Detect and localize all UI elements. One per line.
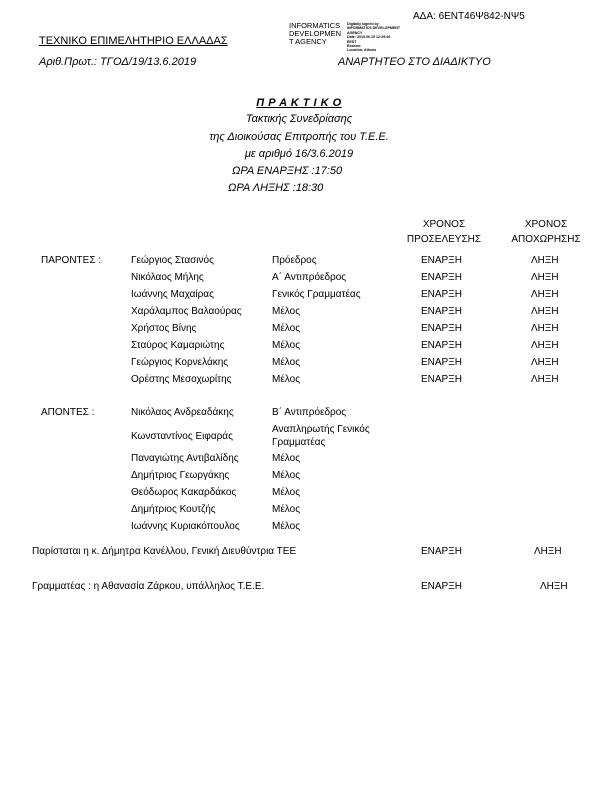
present-arrival: ΕΝΑΡΞΗ [421,374,462,385]
absent-role: Μέλος [272,487,301,498]
present-name: Σταύρος Καμαριώτης [131,340,225,351]
departure-header-1: ΧΡΟΝΟΣ [524,219,568,230]
present-role: Μέλος [272,323,301,334]
start-time: ΩΡΑ ΕΝΑΡΞΗΣ :17:50 [232,165,343,177]
stamp-tiny-text [347,22,400,53]
present-name: Ορέστης Μεσοχωρίτης [131,374,232,385]
present-arrival: ΕΝΑΡΞΗ [421,323,462,334]
present-role: Μέλος [272,306,301,317]
absent-name: Ιωάννης Κυριακόπουλος [131,521,240,532]
present-name: Γεώργιος Κορνελάκης [131,357,229,368]
present-role: Μέλος [272,357,301,368]
absent-name: Κωνσταντίνος Ειφαράς [131,431,233,442]
internet-posting-note: ΑΝΑΡΤΗΤΕΟ ΣΤΟ ΔΙΑΔΙΚΤΥΟ [338,56,491,68]
document-title: Π Ρ Α Κ Τ Ι Κ Ο [256,97,342,109]
present-departure: ΛΗΞΗ [531,272,559,283]
title-line-2: της Διοικούσας Επιτροπής του Τ.Ε.Ε. [209,131,389,143]
present-departure: ΛΗΞΗ [531,306,559,317]
stamp-tiny-line: Reason: [347,44,362,49]
stamp-line-3: T AGENCY [289,37,327,46]
absent-role: Μέλος [272,470,301,481]
absent-role: Μέλος [272,504,301,515]
departure-header-2: ΑΠΟΧΩΡΗΣΗΣ [511,234,581,245]
title-line-1: Τακτικής Συνεδρίασης [245,113,353,125]
secretary-text: Γραμματέας : η Αθανασία Ζάρκου, υπάλληλος Τ.Ε.Ε. [32,581,265,592]
ada-code: ΑΔΑ: 6ΕΝΤ46Ψ842-ΝΨ5 [413,11,525,22]
present-departure: ΛΗΞΗ [531,374,559,385]
present-role: Γενικός Γραμματέας [272,289,361,300]
attendee-arrival: ΕΝΑΡΞΗ [421,546,462,557]
absent-name: Δημήτριος Κουτζής [131,504,216,515]
present-departure: ΛΗΞΗ [531,255,559,266]
arrival-header-1: ΧΡΟΝΟΣ [422,219,466,230]
present-role: Μέλος [272,340,301,351]
secretary-arrival: ΕΝΑΡΞΗ [421,581,462,592]
stamp-line-2: DEVELOPMEN [289,29,342,38]
present-name: Νικόλαος Μήλης [131,272,204,283]
present-departure: ΛΗΞΗ [531,340,559,351]
end-time: ΩΡΑ ΛΗΞΗΣ :18:30 [228,182,324,194]
absent-name: Παναγιώτης Αντιβαλίδης [131,453,239,464]
present-arrival: ΕΝΑΡΞΗ [421,289,462,300]
stamp-tiny-line: EEST [347,39,357,44]
absent-role: Μέλος [272,521,301,532]
present-arrival: ΕΝΑΡΞΗ [421,357,462,368]
secretary-departure: ΛΗΞΗ [540,581,568,592]
present-arrival: ΕΝΑΡΞΗ [421,255,462,266]
absent-name: Νικόλαος Ανδρεαδάκης [131,407,234,418]
stamp-tiny-line: INFORMATICS DEVELOPMENT [347,26,401,31]
absent-name: Δημήτριος Γεωργάκης [131,470,230,481]
present-role: Α΄ Αντιπρόεδρος [272,272,347,283]
present-arrival: ΕΝΑΡΞΗ [421,272,462,283]
present-departure: ΛΗΞΗ [531,289,559,300]
present-label: ΠΑΡΟΝΤΕΣ : [41,255,102,266]
present-name: Γεώργιος Στασινός [131,255,214,266]
present-departure: ΛΗΞΗ [531,357,559,368]
present-name: Ιωάννης Μαχαίρας [131,289,214,300]
absent-role: Β΄ Αντιπρόεδρος [272,407,347,418]
organization-name: ΤΕΧΝΙΚΟ ΕΠΙΜΕΛΗΤΗΡΙΟ ΕΛΛΑΔΑΣ [39,35,228,47]
stamp-tiny-line: Digitally signed by [347,22,379,26]
present-departure: ΛΗΞΗ [531,323,559,334]
attendee-text: Παρίσταται η κ. Δήμητρα Κανέλλου, Γενική Διευθύντρια ΤΕΕ [32,546,297,557]
absent-label: ΑΠΟΝΤΕΣ : [41,407,95,418]
stamp-tiny-line: AGENCY [347,30,363,35]
present-name: Χαράλαμπος Βαλαούρας [131,306,242,317]
present-arrival: ΕΝΑΡΞΗ [421,306,462,317]
title-line-3: με αριθμό 16/3.6.2019 [244,148,354,160]
present-name: Χρήστος Βίνης [131,323,197,334]
stamp-line-1: INFORMATICS [289,21,341,30]
stamp-tiny-line: Location: Athens [347,48,377,53]
arrival-header-2: ΠΡΟΣΕΛΕΥΣΗΣ [406,234,482,245]
present-role: Πρόεδρος [272,255,317,266]
stamp-tiny-line: Date: 2019.06.19 12:29:46 [347,35,391,40]
protocol-number: Αριθ.Πρωτ.: ΤΓΟΔ/19/13.6.2019 [39,56,197,68]
absent-role: Μέλος [272,453,301,464]
absent-name: Θεόδωρος Κακαρδάκος [131,487,237,498]
present-arrival: ΕΝΑΡΞΗ [421,340,462,351]
absent-role: Αναπληρωτής Γενικός Γραμματέας [272,424,370,448]
attendee-departure: ΛΗΞΗ [534,546,562,557]
present-role: Μέλος [272,374,301,385]
